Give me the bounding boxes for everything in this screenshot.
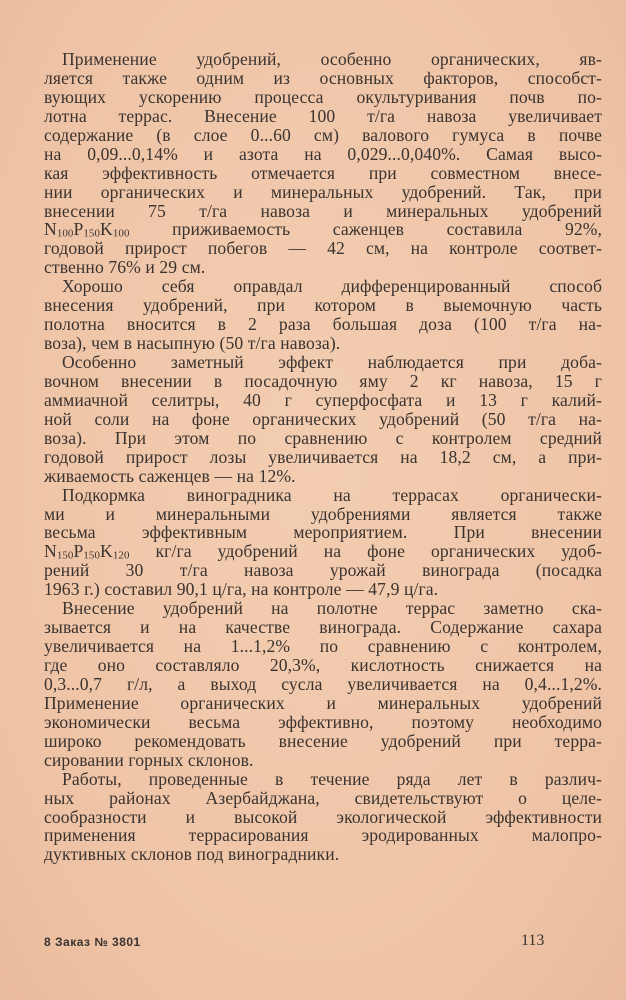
- text-segment: P: [73, 219, 84, 240]
- text-segment: P: [73, 541, 84, 562]
- formula-subscript: 120: [112, 550, 130, 562]
- text-line: сировании горных склонов.: [44, 749, 254, 770]
- paragraph: [44, 50, 602, 277]
- text-line: где оно составляло 20,3%, кислотность снижается на: [44, 655, 602, 675]
- text-line: весьма эффективным мероприятием. При внесении: [44, 522, 602, 543]
- text-line: нии органических и минеральных удобрений. Так, при: [44, 181, 602, 202]
- text-line: Работы, проведенные в течение ряда лет в различ-: [62, 768, 602, 789]
- text-line: полотна вносится в 2 раза большая доза (100 т/га на-: [44, 314, 602, 335]
- text-line: [44, 542, 602, 561]
- formula-subscript: 100: [112, 228, 130, 241]
- text-line: увеличивается на 1...1,2% по сравнению с контролем,: [44, 636, 602, 657]
- text-line: вующих ускорению процесса окультуривания почв по-: [44, 86, 602, 107]
- text-line: живаемость саженцев — на 12%.: [44, 465, 296, 486]
- text-segment: K: [100, 541, 113, 562]
- text-line: содержание (в слое 0...60 см) валового гумуса в почве: [44, 124, 602, 145]
- body-text: [44, 50, 602, 864]
- text-segment: K: [100, 219, 113, 240]
- text-line: ных районах Азербайджана, свидетельствуют о целе-: [44, 787, 602, 808]
- text-segment: N: [44, 541, 57, 562]
- text-line: воза), чем в насыпную (50 т/га навоза).: [44, 333, 341, 354]
- text-line: широко рекомендовать внесение удобрений при терра-: [44, 730, 602, 751]
- text-line: применения террасирования эродированных малопро-: [44, 825, 602, 846]
- text-line: вочном внесении в посадочную яму 2 кг навоза, 15 г: [44, 370, 602, 391]
- text-line: внесении 75 т/га навоза и минеральных удобрений: [44, 200, 602, 221]
- text-line: воза). При этом по сравнению с контролем средний: [44, 427, 602, 448]
- text-line: Применение удобрений, особенно органических, яв-: [62, 49, 602, 69]
- formula-subscript: 150: [83, 550, 101, 562]
- text-line: Особенно заметный эффект наблюдается при доба-: [62, 352, 602, 372]
- text-line: Применение органических и минеральных удобрений: [44, 692, 602, 713]
- paragraph: [44, 770, 602, 865]
- printer-signature: 8 Заказ № 3801: [44, 935, 141, 949]
- text-line: аммиачной селитры, 40 г суперфосфата и 13 г калий-: [44, 389, 602, 410]
- text-line: годовой прирост побегов — 42 см, на контроле соответ-: [44, 238, 602, 259]
- text-line: дуктивных склонов под виноградники.: [44, 844, 340, 865]
- text-line: 0,3...0,7 г/л, а выход сусла увеличивается на 0,4...1,2%.: [44, 673, 602, 694]
- text-line: лотна террас. Внесение 100 т/га навоза увеличивает: [44, 105, 602, 126]
- text-line: годовой прирост лозы увеличивается на 18,2 см, а при-: [44, 446, 602, 467]
- text-line: Внесение удобрений на полотне террас заметно ска-: [62, 598, 602, 619]
- formula-subscript: 100: [56, 228, 74, 241]
- text-line: ляется также одним из основных факторов, способст-: [44, 67, 602, 88]
- text-line: 1963 г.) составил 90,1 ц/га, на контроле — 47,9 ц/га.: [44, 579, 439, 600]
- text-segment: кг/га удобрений на фоне органических удоб-: [129, 541, 602, 562]
- text-line: внесения удобрений, при котором в выемочную часть: [44, 295, 602, 316]
- text-line: ми и минеральными удобрениями является также: [44, 503, 602, 524]
- text-line: на 0,09...0,14% и азота на 0,029...0,040%. Самая высо-: [44, 143, 602, 164]
- paragraph: [44, 599, 602, 769]
- paragraph: [44, 353, 602, 486]
- text-line: рений 30 т/га навоза урожай винограда (посадка: [44, 560, 602, 581]
- text-line: кая эффективность отмечается при совместном внесе-: [44, 162, 602, 183]
- text-segment: приживаемость саженцев составила 92%,: [129, 219, 602, 240]
- text-line: ственно 76% и 29 см.: [44, 257, 206, 278]
- paragraph: [44, 277, 602, 353]
- paragraph: [44, 486, 602, 600]
- text-segment: N: [44, 219, 57, 240]
- text-line: Подкормка виноградника на террасах органически-: [62, 484, 602, 505]
- text-line: Хорошо себя оправдал дифференцированный способ: [62, 276, 602, 297]
- formula-subscript: 150: [56, 550, 74, 562]
- text-line: [44, 220, 602, 239]
- page-number: 113: [521, 932, 545, 949]
- formula-subscript: 150: [83, 228, 101, 241]
- text-line: сообразности и высокой экологической эффективности: [44, 806, 602, 827]
- text-line: экономически весьма эффективно, поэтому необходимо: [44, 711, 602, 732]
- text-line: ной соли на фоне органических удобрений (50 т/га на-: [44, 408, 602, 429]
- text-line: зывается и на качестве винограда. Содержание сахара: [44, 617, 602, 638]
